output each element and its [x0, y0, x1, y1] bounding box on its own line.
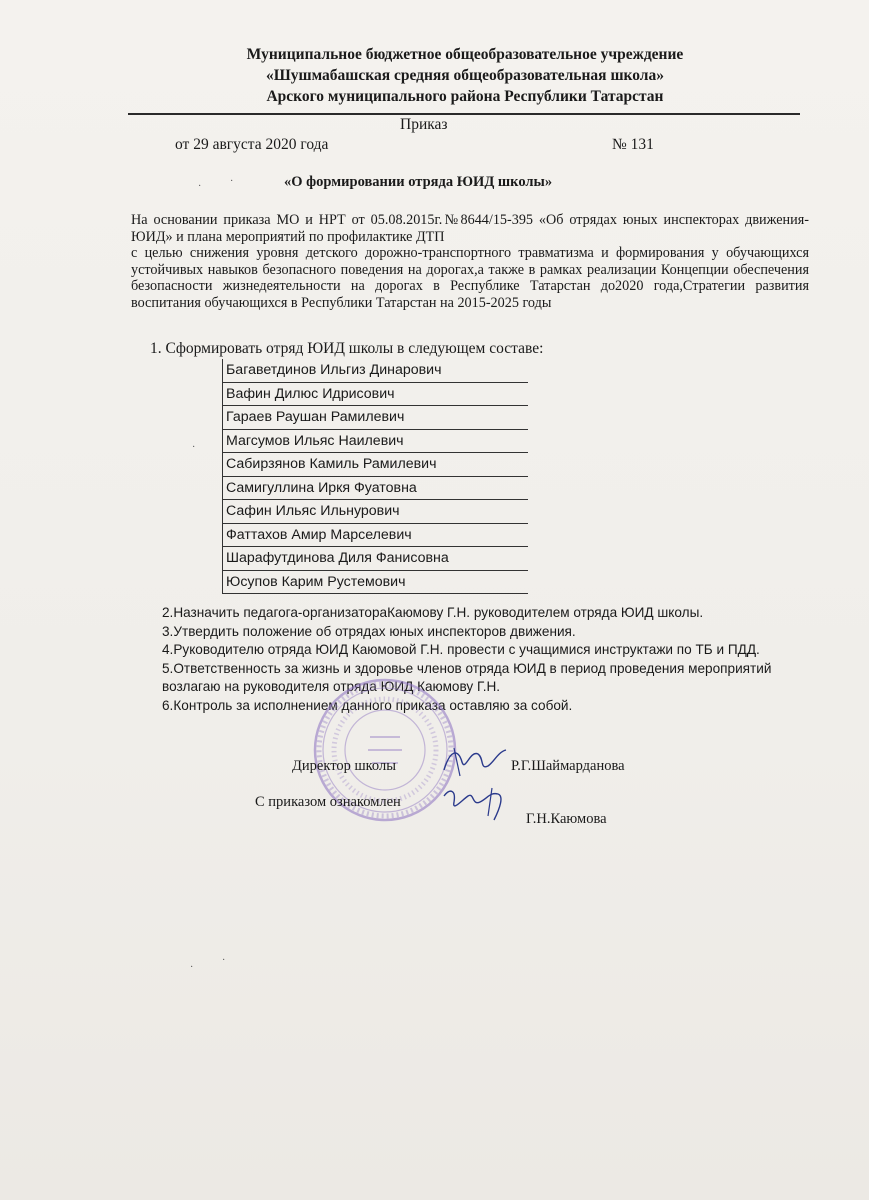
scan-speck: ·	[222, 955, 226, 966]
order-preamble	[131, 212, 809, 312]
header-line-2: «Шушмабашская средняя общеобразовательная школа»	[265, 67, 664, 84]
order-item-1: 1. Сформировать отряд ЮИД школы в следующем составе:	[150, 340, 544, 357]
scan-speck: ·	[190, 962, 194, 973]
document-type: Приказ	[400, 116, 448, 133]
acknowledgment-label: С приказом ознакомлен	[255, 794, 401, 810]
roster-row: Фаттахов Амир Марселевич	[223, 524, 528, 548]
roster-row: Вафин Дилюс Идрисович	[223, 383, 528, 407]
roster-row: Сафин Ильяс Ильнурович	[223, 500, 528, 524]
roster-row: Юсупов Карим Рустемович	[223, 571, 528, 595]
scan-speck: ·	[192, 442, 196, 453]
order-date: от 29 августа 2020 года	[175, 136, 329, 153]
order-number: № 131	[612, 136, 654, 153]
school-header	[130, 44, 800, 107]
member-roster	[222, 359, 528, 594]
roster-row: Магсумов Ильяс Наилевич	[223, 430, 528, 454]
roster-row: Шарафутдинова Диля Фанисовна	[223, 547, 528, 571]
scan-speck: ·	[230, 176, 234, 187]
order-items	[162, 604, 802, 715]
order-item-6: 6.Контроль за исполнением данного приказа оставляю за собой.	[162, 697, 573, 713]
order-item-4: 4.Руководителю отряда ЮИД Каюмовой Г.Н. провести с учащимися инструктажи по ТБ и ПДД.	[162, 642, 760, 657]
director-name: Р.Г.Шаймарданова	[511, 758, 625, 774]
header-divider	[128, 113, 800, 115]
roster-row: Самигуллина Иркя Фуатовна	[223, 477, 528, 501]
header-line-3: Арского муниципального района Республики Татарстан	[266, 88, 664, 105]
roster-row: Гараев Раушан Рамилевич	[223, 406, 528, 430]
roster-row: Багаветдинов Ильгиз Динарович	[223, 359, 528, 383]
preamble-paragraph: с целью снижения уровня детского дорожно-транспортного травматизма и формирования у обучающихся устойчивых навыков безопасного поведения на дорогах,а также в рамках реализации Концепции обеспечения безопасности жизнедеятельности на дорогах в Республике Татарстан до2020 года,Стратегии развития воспитания обучающихся в Республики Татарстан на 2015-2025 годы	[131, 245, 809, 311]
order-item-3: 3.Утвердить положение об отрядах юных инспекторов движения.	[162, 623, 576, 639]
roster-row: Сабирзянов Камиль Рамилевич	[223, 453, 528, 477]
director-label: Директор школы	[292, 758, 396, 774]
header-line-1: Муниципальное бюджетное общеобразовательное учреждение	[246, 46, 684, 63]
scan-speck: ·	[198, 181, 202, 192]
acknowledgment-name: Г.Н.Каюмова	[526, 811, 607, 827]
preamble-paragraph: На основании приказа МО и НРТ от 05.08.2015г.№8644/15-395 «Об отрядах юных инспекторах движения-ЮИД» и плана мероприятий по профилактике ДТП	[131, 212, 809, 245]
acknowledgment-signature	[438, 782, 518, 826]
order-item-5: 5.Ответственность за жизнь и здоровье членов отряда ЮИД в период проведения мероприятий возлагаю на руководителя отряда ЮИД Каюмову Г.Н.	[162, 660, 772, 694]
director-signature	[440, 740, 510, 782]
order-title: «О формировании отряда ЮИД школы»	[284, 174, 553, 190]
order-item-2: 2.Назначить педагога-организатораКаюмову Г.Н. руководителем отряда ЮИД школы.	[162, 605, 704, 620]
